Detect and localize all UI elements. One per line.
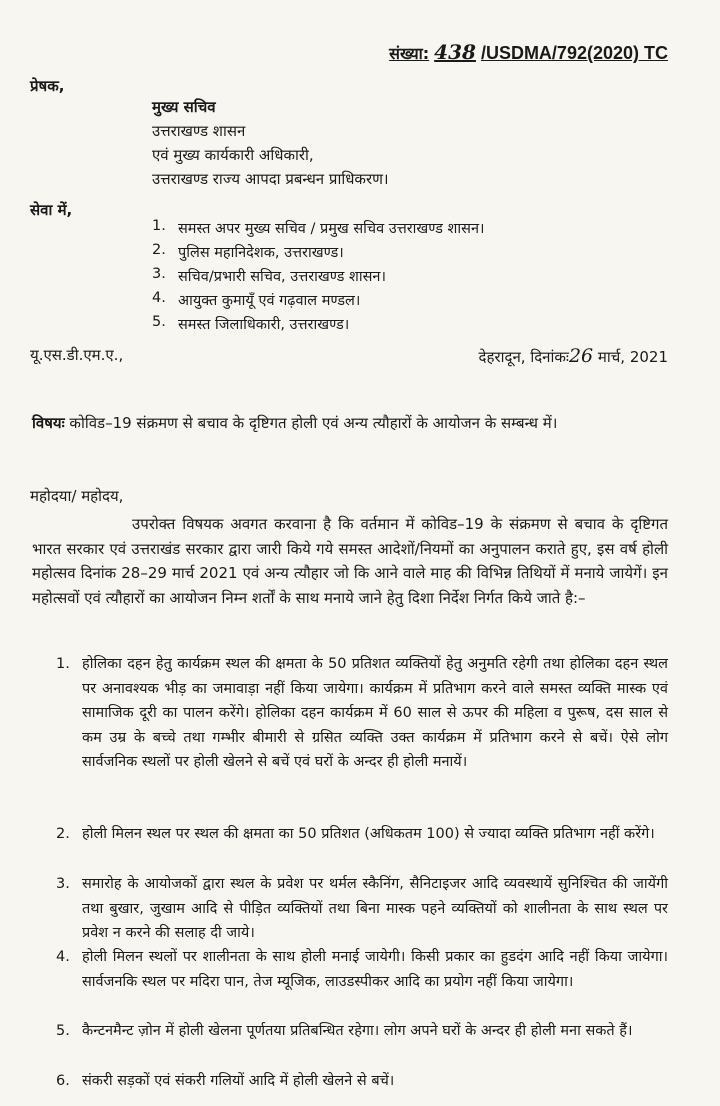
- sender-line: उत्तराखण्ड शासन: [152, 122, 246, 140]
- list-item: 6. संकरी सड़कों एवं संकरी गलियों आदि में होली खेलने से बचें।: [56, 1073, 395, 1089]
- subject-text: कोविड–19 संक्रमण से बचाव के दृष्टिगत होली एवं अन्य त्यौहारों के आयोजन के सम्बन्ध में।: [69, 414, 558, 432]
- list-item: 5. कैन्टनमैन्ट ज़ोन में होली खेलना पूर्णतया प्रतिबन्धित रहेगा। लोग अपने घरों के अन्दर ही होली मना सकते हैं।: [56, 1023, 633, 1039]
- handwritten-day: 26: [568, 345, 594, 367]
- handwritten-number: 438: [434, 40, 476, 64]
- list-item: 4. होली मिलन स्थलों पर शालीनता के साथ होली मनाई जायेगी। किसी प्रकार का हुडदंग आदि नहीं किया जायेगा। सार्वजनकि स्थल पर मदिरा पान, तेज म्यूजिक, लाउडस्पीकर आदि का प्रयोग नहीं किया जायेगा।: [56, 949, 668, 990]
- sender-line: एवं मुख्य कार्यकारी अधिकारी,: [152, 146, 314, 164]
- sender-line: उत्तराखण्ड राज्य आपदा प्रबन्धन प्राधिकरण।: [152, 170, 389, 188]
- list-item: 2. पुलिस महानिदेशक, उत्तराखण्ड।: [152, 242, 344, 261]
- subject-line: [32, 413, 557, 433]
- list-item: 2. होली मिलन स्थल पर स्थल की क्षमता का 50 प्रतिशत (अधिकतम 100) से ज्यादा व्यक्ति प्रतिभाग नहीं करेंगे।: [56, 826, 655, 842]
- place-date-label: देहरादून, दिनांकः: [478, 348, 569, 366]
- intro-paragraph: उपरोक्त विषयक अवगत करवाना है कि वर्तमान में कोविड–19 के संक्रमण से बचाव के दृष्टिगत भारत सरकार एवं उत्तराखंड सरकार द्वारा जारी किये गये समस्त आदेशों/नियमों का अनुपालन कराते हुए, इस वर्ष होली महोत्सव दिनांक 28–29 मार्च 2021 एवं अन्य त्यौहार जो कि आने वाले माह की विभिन्न तिथियों में मनाये जायेगें। इन महोत्सवों एवं त्यौहारों का आयोजन निम्न शर्तों के साथ मनाये जाने हेतु दिशा निर्देश निर्गत किये जाते है:–: [32, 515, 668, 607]
- subject-label: विषयः: [32, 414, 65, 432]
- list-item: 4. आयुक्त कुमायूँ एवं गढ़वाल मण्डल।: [152, 290, 361, 309]
- recipients-heading: सेवा में,: [30, 201, 73, 219]
- reference-code: /USDMA/792(2020) TC: [480, 43, 668, 63]
- sender-heading: प्रेषक,: [30, 77, 65, 95]
- list-item: 3. सचिव/प्रभारी सचिव, उत्तराखण्ड शासन।: [152, 266, 386, 285]
- month-year: मार्च, 2021: [597, 348, 668, 366]
- list-item: 3. समारोह के आयोजकों द्वारा स्थल के प्रवेश पर थर्मल स्कैनिंग, सैनिटाइजर आदि व्यवस्थायें सुनिश्चित की जायेंगी तथा बुखार, जुखाम आदि से पीड़ित व्यक्तियों तथा बिना मास्क पहने व्यक्तियों को शालीनता के साथ स्थल पर प्रवेश न करने की सलाह दी जाये।: [56, 876, 668, 941]
- list-item: 1. समस्त अपर मुख्य सचिव / प्रमुख सचिव उत्तराखण्ड शासन।: [152, 218, 485, 237]
- reference-number: [389, 40, 668, 64]
- reference-label: संख्या:: [389, 44, 430, 63]
- list-item: 1. होलिका दहन हेतु कार्यक्रम स्थल की क्षमता के 50 प्रतिशत व्यक्तियों हेतु अनुमति रहेगी तथा होलिका दहन स्थल पर अनावश्यक भीड़ का जमावाड़ा नहीं किया जायेगा। कार्यक्रम में प्रतिभाग करने वाले समस्त व्यक्ति मास्क एवं सामाजिक दूरी का पालन करेंगे। होलिका दहन कार्यक्रम में 60 साल से ऊपर की महिला व पुरूष, दस साल से कम उम्र के बच्चे तथा गम्भीर बीमारी से ग्रसित व्यक्ति उक्त कार्यक्रम में प्रतिभाग करने से बचें। ऐसे लोग सार्वजनिक स्थलों पर होली खेलने से बचें एवं घरों के अन्दर ही होली मनायें।: [56, 656, 668, 770]
- salutation: महोदया/ महोदय,: [30, 487, 124, 505]
- date-line: [479, 345, 668, 367]
- recipients-list: [152, 218, 485, 338]
- list-item: 5. समस्त जिलाधिकारी, उत्तराखण्ड।: [152, 314, 350, 333]
- sender-line: मुख्य सचिव: [152, 98, 216, 116]
- sender-block: [152, 95, 389, 191]
- office-code: यू.एस.डी.एम.ए.,: [30, 346, 124, 364]
